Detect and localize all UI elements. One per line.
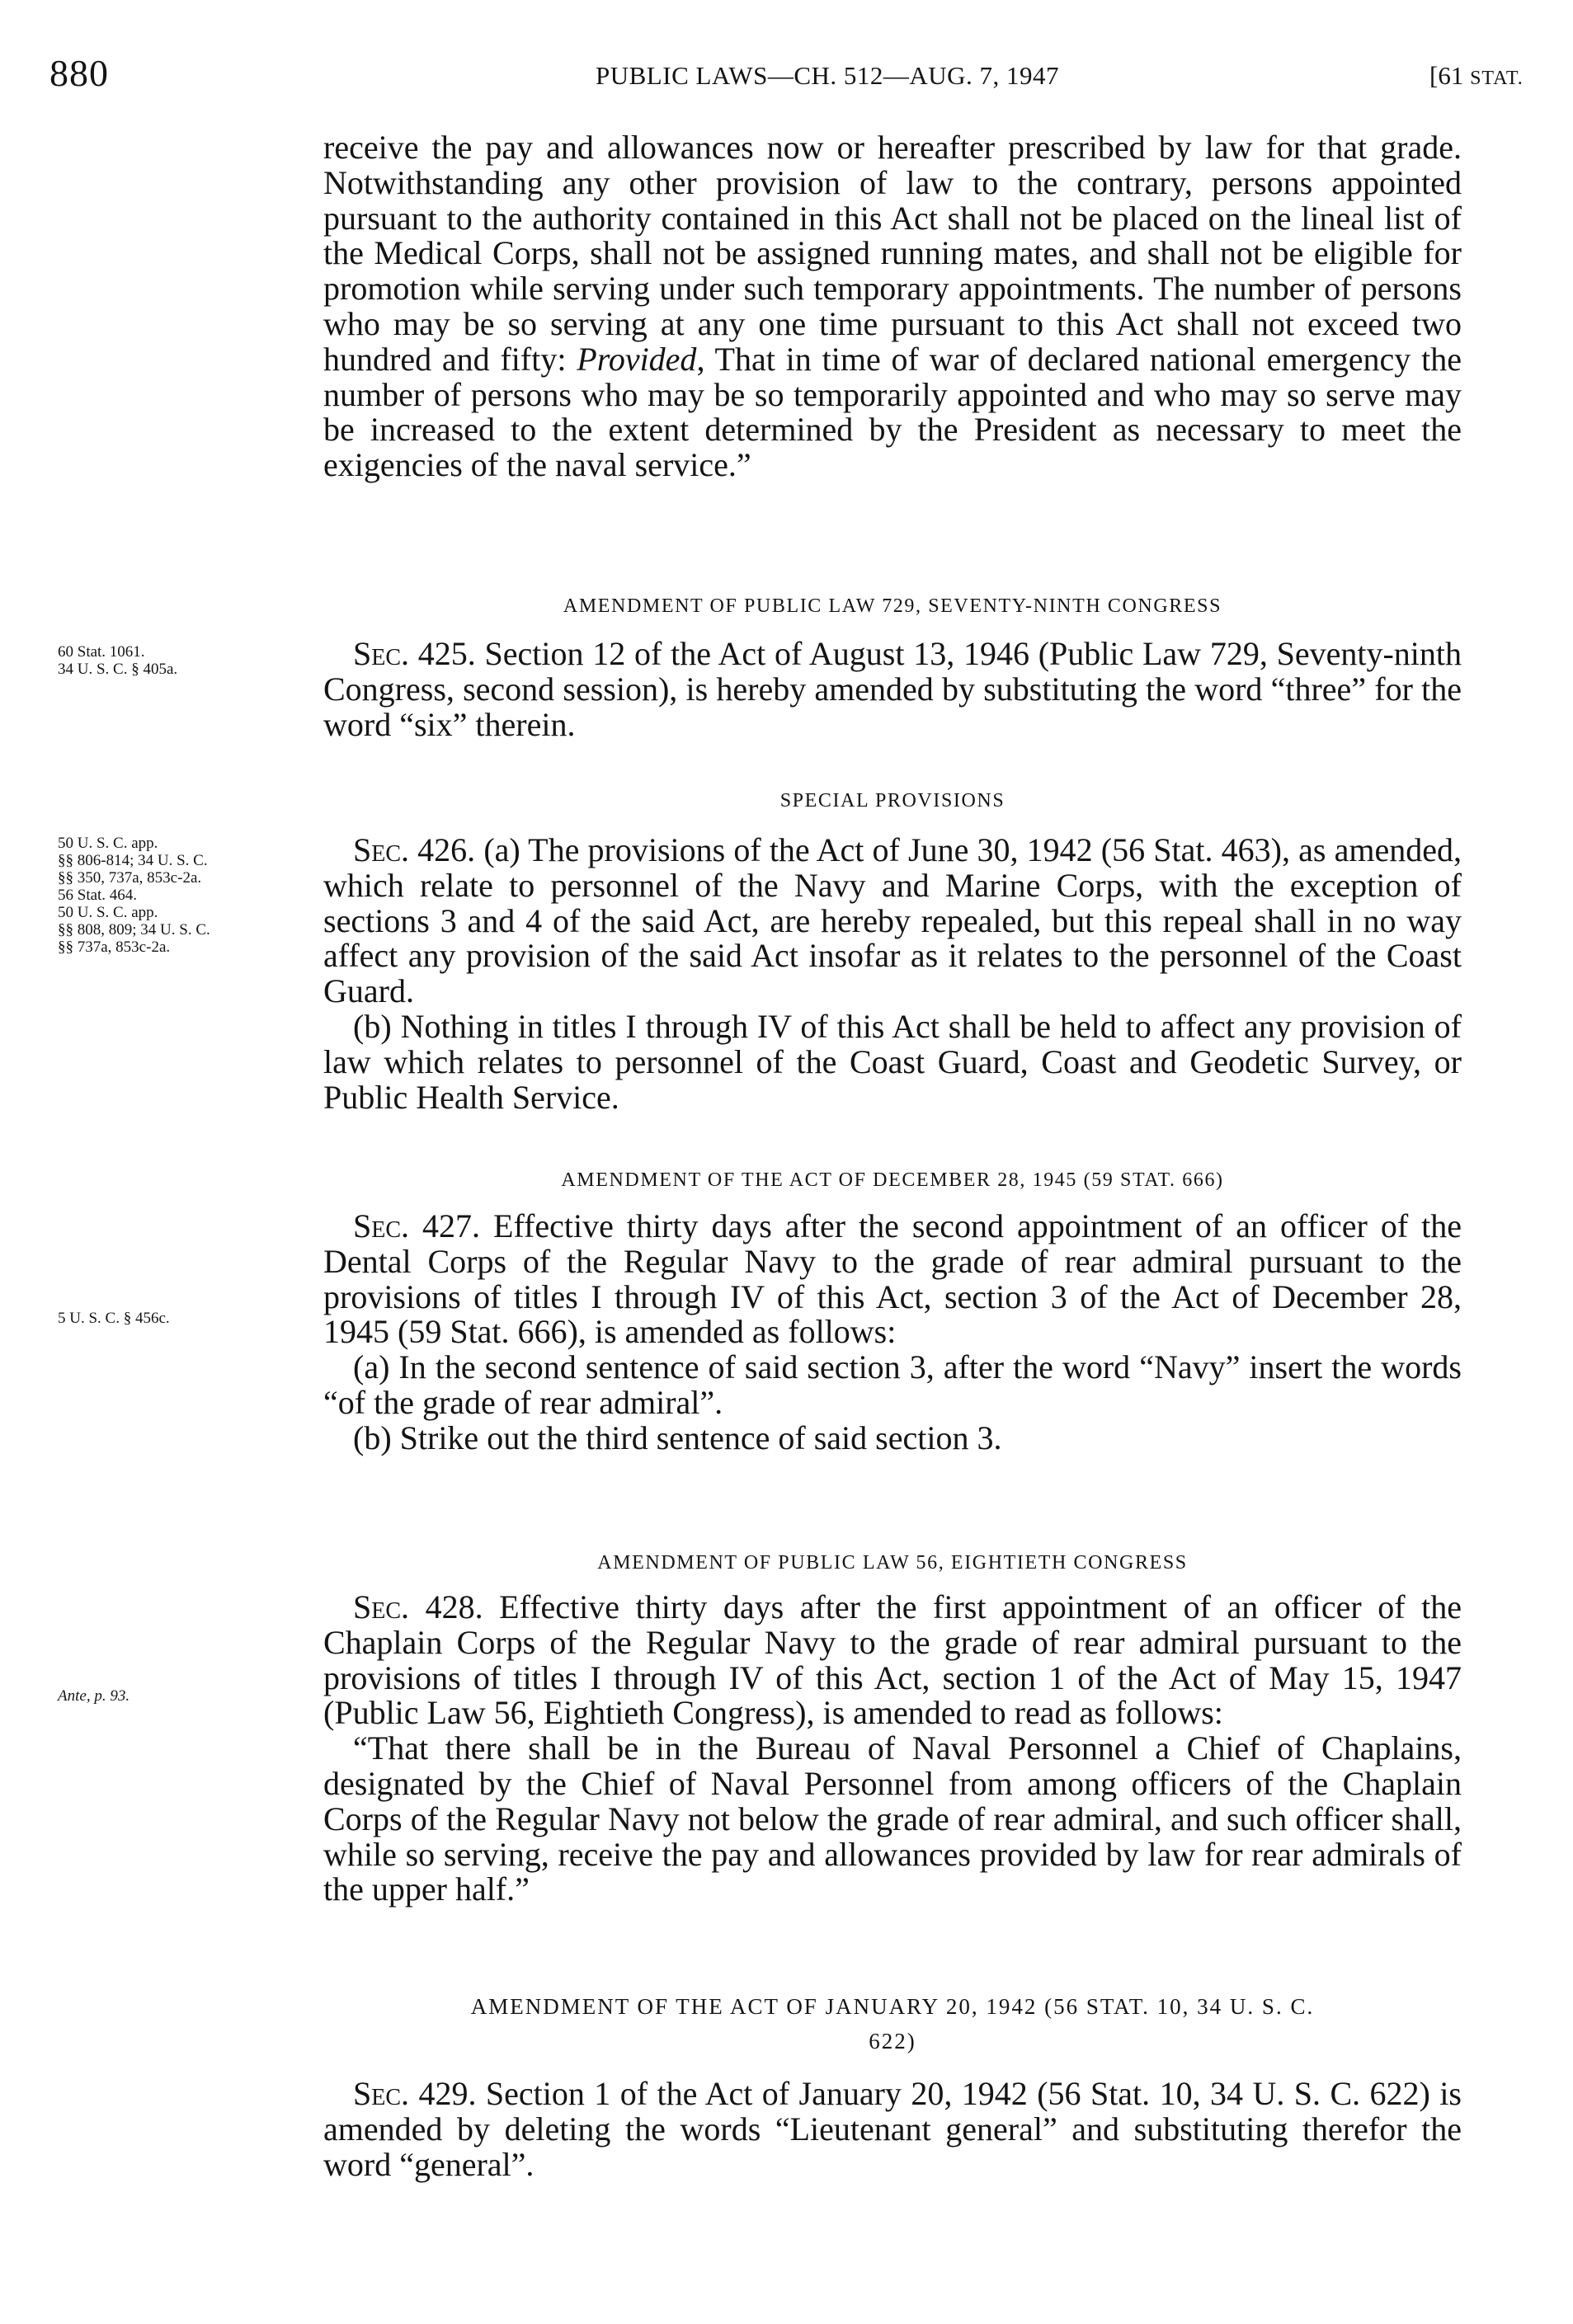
statute-prefix: [61 [1429, 61, 1471, 90]
section-427-text: 427. Effective thirty days after the second appointment of an officer of the Dental Corps of the Regular Navy to the grade of rear admiral pursuant to the provisions of titles I through IV of this Act, section 3 of the Act of December 28, 1945 (59 Stat. 666), is amended as follows: [323, 1207, 1462, 1351]
section-426-label: Sec. [353, 831, 410, 868]
section-427-text-b: (b) Strike out the third sentence of said section 3. [353, 1418, 1002, 1456]
margin-line: Ante, p. 93. [58, 1687, 130, 1705]
margin-line: 5 U. S. C. § 456c. [58, 1310, 170, 1327]
margin-line: 60 Stat. 1061. [58, 643, 145, 661]
statute-reference [1429, 61, 1524, 91]
section-425-label: Sec. [353, 635, 410, 672]
statute-word: STAT. [1470, 68, 1524, 89]
provided-word: Provided [577, 340, 697, 378]
section-425-body [323, 637, 1462, 742]
margin-line: 34 U. S. C. § 405a. [58, 661, 178, 678]
section-428-body [323, 1590, 1462, 1908]
margin-line: §§ 806-814; 34 U. S. C. [58, 852, 208, 869]
continuation-text-start: receive the pay and allowances now or hereafter prescribed by law for that grade. Notwithstanding any other provision of law to the contrary, persons appointed pursuant to the authority contained in this Act shall not be placed on the lineal list of the Medical Corps, shall not be assigned running mates, and shall not be eligible for promotion while serving under such temporary appointments. The number of persons who may be so serving at any one time pursuant to this Act shall not exceed two hundred and fifty: [323, 129, 1462, 378]
section-429-text: 429. Section 1 of the Act of January 20, 1942 (56 Stat. 10, 34 U. S. C. 622) is amended by deleting the words “Lieutenant general” and substituting therefor the word “general”. [323, 2075, 1462, 2183]
section-429-heading-line-1: AMENDMENT OF THE ACT OF JANUARY 20, 1942 (56 STAT. 10, 34 U. S. C. [470, 1994, 1315, 2019]
section-426-text-b: (b) Nothing in titles I through IV of this Act shall be held to affect any provision of law which relates to personnel of the Coast Guard, Coast and Geodetic Survey, or Public Health Service. [323, 1007, 1462, 1116]
section-426-body [323, 833, 1462, 1115]
section-425-margin-note [58, 643, 322, 678]
margin-line: §§ 350, 737a, 853c-2a. [58, 869, 202, 887]
margin-line: §§ 737a, 853c-2a. [58, 939, 171, 956]
continuation-text-end: , That in time of war of declared national emergency the number of persons who may be so temporarily appointed and who may so serve may be increased to the extent determined by the President as necessary to meet the exigencies of the naval service.” [323, 340, 1462, 484]
section-429-heading [323, 1989, 1462, 2058]
section-427-heading: AMENDMENT OF THE ACT OF DECEMBER 28, 1945 (59 STAT. 666) [561, 1169, 1224, 1191]
section-427-label: Sec. [353, 1207, 410, 1244]
section-427-margin-note [58, 1310, 322, 1327]
section-425-heading: AMENDMENT OF PUBLIC LAW 729, SEVENTY-NINTH CONGRESS [563, 595, 1222, 617]
section-428-label: Sec. [353, 1588, 410, 1625]
margin-line: §§ 808, 809; 34 U. S. C. [58, 921, 210, 939]
section-429-body [323, 2077, 1462, 2182]
section-426-text-a: 426. (a) The provisions of the Act of June 30, 1942 (56 Stat. 463), as amended, which relate to personnel of the Navy and Marine Corps, with the exception of sections 3 and 4 of the said Act, are hereby repealed, but this repeal shall in no way affect any provision of the said Act insofar as it relates to the personnel of the Coast Guard. [323, 831, 1462, 1010]
section-429-heading-line-2: 622) [869, 2029, 916, 2053]
margin-line: 56 Stat. 464. [58, 887, 138, 904]
section-428-quote: “That there shall be in the Bureau of Naval Personnel a Chief of Chaplains, designated by the Chief of Naval Personnel from among officers of the Chaplain Corps of the Regular Navy not below the grade of rear admiral, and such officer shall, while so serving, receive the pay and allowances provided by law for rear admirals of the upper half.” [323, 1729, 1462, 1908]
margin-line: 50 U. S. C. app. [58, 904, 158, 921]
section-429-label: Sec. [353, 2075, 410, 2112]
section-428-margin-note [58, 1687, 322, 1705]
section-427-body [323, 1209, 1462, 1456]
section-426-heading: SPECIAL PROVISIONS [779, 790, 1005, 812]
margin-line: 50 U. S. C. app. [58, 835, 158, 852]
continuation-paragraph [323, 130, 1462, 483]
section-427-text-a: (a) In the second sentence of said section 3, after the word “Navy” insert the words “of the grade of rear admiral”. [323, 1348, 1462, 1421]
section-426-margin-note [58, 835, 322, 956]
page-number: 880 [49, 52, 109, 94]
section-428-text: 428. Effective thirty days after the first appointment of an officer of the Chaplain Corps of the Regular Navy to the grade of rear admiral pursuant to the provisions of titles I through IV of this Act, section 1 of the Act of May 15, 1947 (Public Law 56, Eightieth Congress), is amended to read as follows: [323, 1588, 1462, 1732]
running-title: PUBLIC LAWS—CH. 512—AUG. 7, 1947 [596, 61, 1060, 90]
section-425-text: 425. Section 12 of the Act of August 13, 1946 (Public Law 729, Seventy-ninth Congress, second session), is hereby amended by substituting the word “three” for the word “six” therein. [323, 635, 1462, 743]
section-428-heading: AMENDMENT OF PUBLIC LAW 56, EIGHTIETH CONGRESS [597, 1552, 1188, 1574]
